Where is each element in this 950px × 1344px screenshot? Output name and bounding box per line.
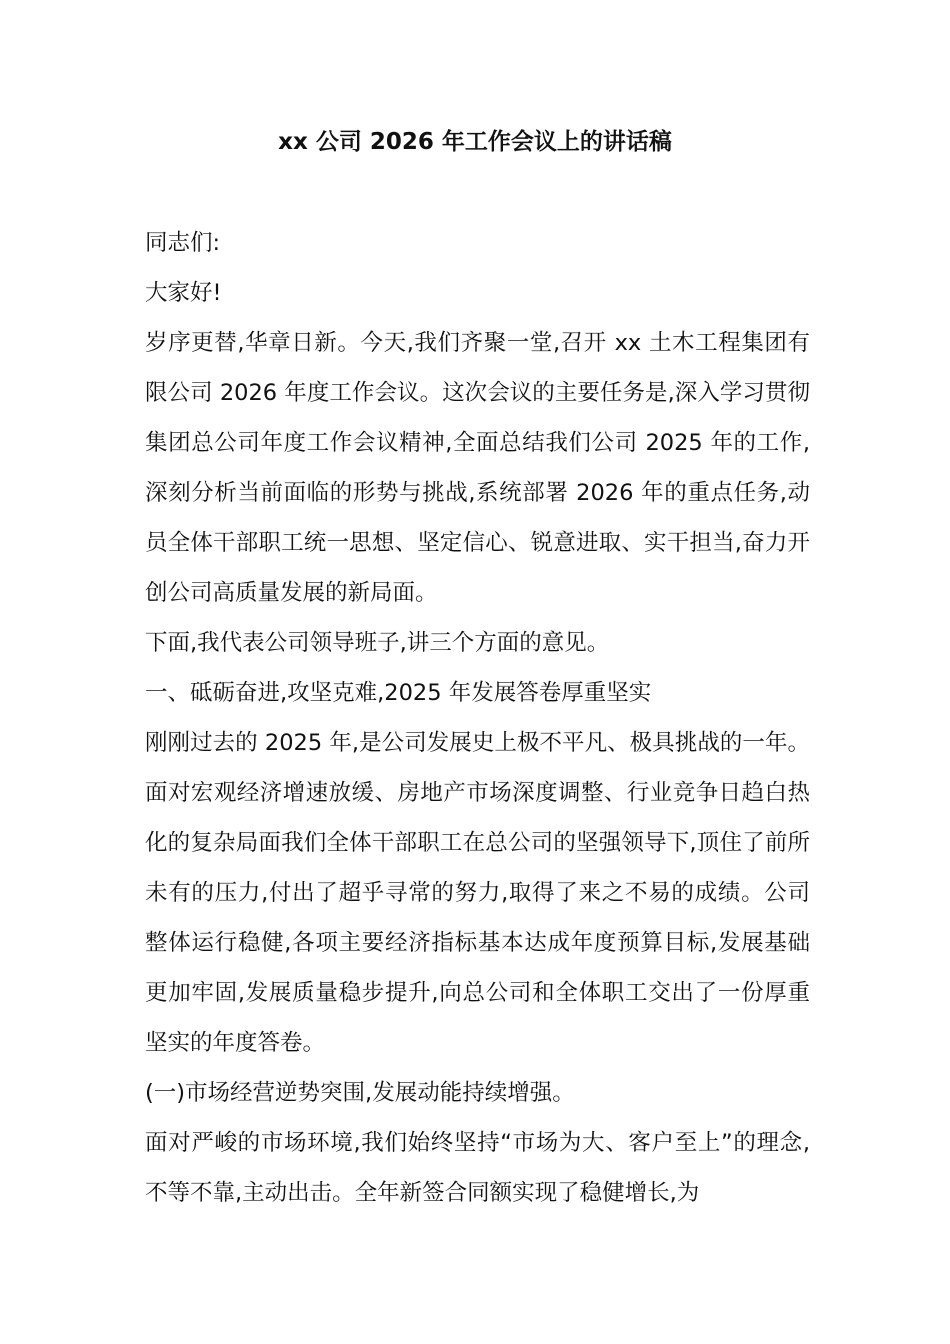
market-paragraph: 面对严峻的市场环境,我们始终坚持“市场为大、客户至上”的理念,不等不靠,主动出击。全年新签合同额实现了稳健增长,为 (145, 1130, 810, 1206)
document-title: xx 公司 2026 年工作会议上的讲话稿 (278, 129, 672, 155)
subsection-heading-1: (一)市场经营逆势突围,发展动能持续增强。 (145, 1080, 575, 1106)
outline-paragraph: 下面,我代表公司领导班子,讲三个方面的意见。 (145, 630, 610, 656)
section-heading-1: 一、砥砺奋进,攻坚克难,2025 年发展答卷厚重坚实 (145, 680, 652, 706)
salutation: 同志们: (145, 230, 221, 256)
review-paragraph: 刚刚过去的 2025 年,是公司发展史上极不平凡、极具挑战的一年。面对宏观经济增速放缓、房地产市场深度调整、行业竞争日趋白热化的复杂局面我们全体干部职工在总公司的坚强领导下,顶住了前所未有的压力,付出了超乎寻常的努力,取得了来之不易的成绩。公司整体运行稳健,各项主要经济指标基本达成年度预算目标,发展基础更加牢固,发展质量稳步提升,向总公司和全体职工交出了一份厚重坚实的年度答卷。 (145, 730, 810, 1056)
opening-paragraph: 岁序更替,华章日新。今天,我们齐聚一堂,召开 xx 土木工程集团有限公司 2026 年度工作会议。这次会议的主要任务是,深入学习贯彻集团总公司年度工作会议精神,全面总结我们公司 2025 年的工作,深刻分析当前面临的形势与挑战,系统部署 2026 年的重点任务,动员全体干部职工统一思想、坚定信心、锐意进取、实干担当,奋力开创公司高质量发展的新局面。 (145, 330, 810, 606)
greeting: 大家好! (145, 280, 222, 306)
document-body (145, 218, 810, 1218)
